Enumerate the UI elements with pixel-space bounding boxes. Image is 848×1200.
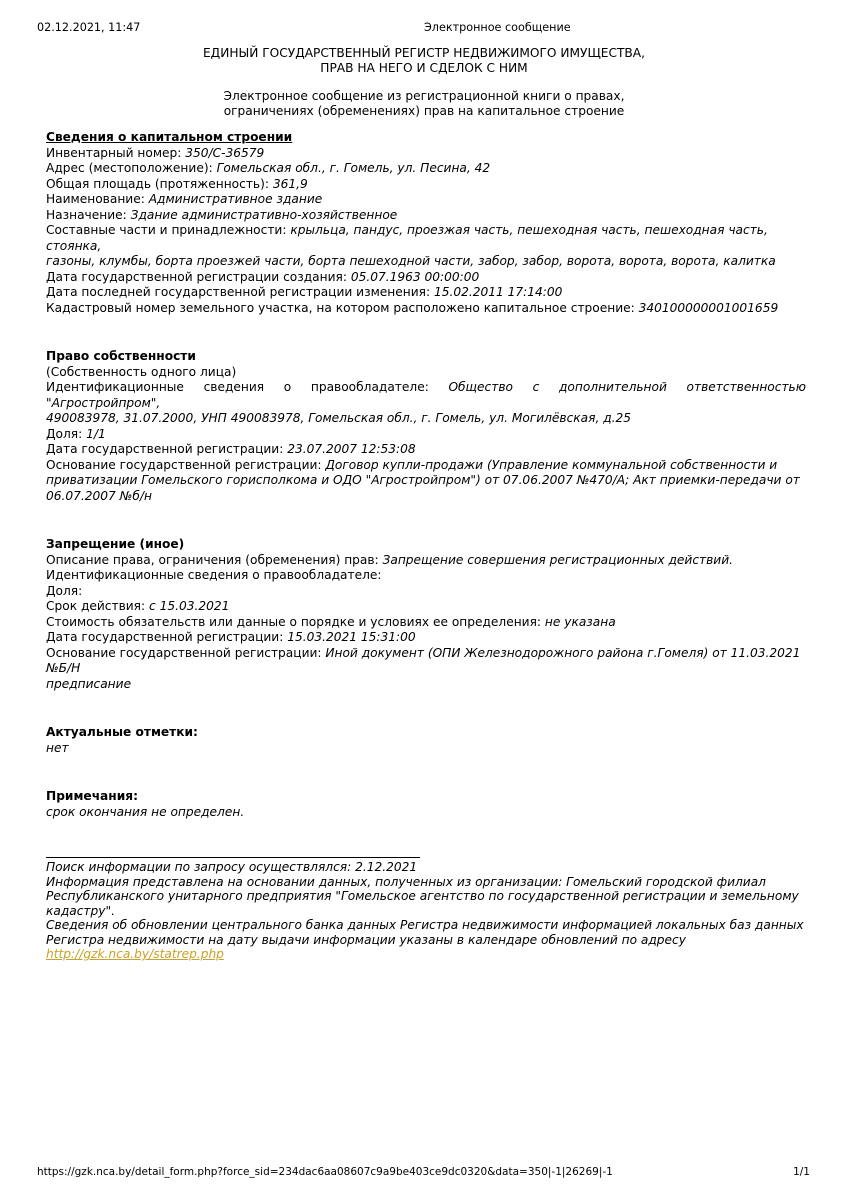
section-spacer	[46, 316, 806, 349]
restriction-basis-label: Основание государственной регистрации:	[46, 645, 326, 660]
footnote-divider	[46, 857, 420, 858]
actual-marks-section	[46, 725, 806, 756]
registry-title	[0, 46, 848, 76]
section-spacer	[46, 692, 806, 725]
actual-marks-value: нет	[46, 740, 69, 755]
page-header-title: Электронное сообщение	[424, 21, 571, 34]
restriction-term-row	[46, 599, 806, 615]
document-content	[46, 130, 806, 962]
ownership-share-row	[46, 427, 806, 443]
restriction-basis-value-2: предписание	[46, 676, 132, 691]
restriction-reg-date-label: Дата государственной регистрации:	[46, 630, 288, 644]
statrep-link[interactable]: http://gzk.nca.by/statrep.php	[46, 947, 224, 961]
restriction-reg-date-value: 15.03.2021 15:31:00	[287, 630, 416, 644]
section-spacer	[46, 756, 806, 789]
ownership-heading: Право собственности	[46, 349, 196, 363]
restriction-holder-label: Идентификационные сведения о правообладателе:	[46, 568, 382, 582]
parts-value-1: крыльца, пандус, проезжая часть, пешеходная часть, пешеходная часть, стоянка,	[46, 223, 768, 253]
section-spacer	[46, 504, 806, 537]
restriction-desc-label: Описание права, ограничения (обременения) прав:	[46, 552, 383, 567]
restriction-share-label: Доля:	[46, 583, 83, 598]
restriction-basis-value-1: Иной документ (ОПИ Железнодорожного района г.Гомеля) от 11.03.2021 №Б/Н	[46, 645, 801, 675]
actual-marks-heading: Актуальные отметки:	[46, 725, 198, 739]
ownership-reg-date-row	[46, 442, 806, 458]
inventory-value: 350/C-36579	[185, 145, 265, 160]
footnote-source-2: Республиканского унитарного предприятия "Гомельское агентство по государственной регистрации и земельному	[46, 889, 799, 903]
building-heading: Сведения о капитальном строении	[46, 130, 293, 144]
purpose-row	[46, 208, 806, 224]
ownership-basis-value-2: приватизации Гомельского горисполкома и ОДО "Агростройпром") от 07.06.2007 №470/А; Акт приемки-передачи от	[46, 473, 800, 487]
ownership-share-value: 1/1	[86, 426, 106, 441]
inventory-row	[46, 146, 806, 162]
cadastral-row	[46, 301, 806, 317]
ownership-basis-label: Основание государственной регистрации:	[46, 457, 326, 472]
footnote-source-1: Информация представлена на основании данных, полученных из организации: Гомельский городской филиал	[46, 874, 766, 889]
changed-value: 15.02.2011 17:14:00	[433, 285, 563, 299]
message-subtitle-line1: Электронное сообщение из регистрационной книги о правах,	[223, 89, 625, 103]
created-label: Дата государственной регистрации создания:	[46, 269, 351, 284]
ownership-basis-value-3: 06.07.2007 №б/н	[46, 488, 152, 503]
area-row	[46, 177, 806, 193]
restriction-reg-date-row	[46, 630, 806, 646]
notes-section	[46, 789, 806, 820]
ownership-holder-value-2: 490083978, 31.07.2000, УНП 490083978, Гомельская обл., г. Гомель, ул. Могилёвская, д.25	[46, 411, 632, 425]
restriction-cost-value: не указана	[544, 614, 616, 629]
registry-title-line2: ПРАВ НА НЕГО И СДЕЛОК С НИМ	[320, 61, 528, 75]
restriction-desc-row	[46, 553, 806, 569]
message-subtitle-line2: ограничениях (обременениях) прав на капитальное строение	[223, 104, 625, 118]
ownership-reg-date-value: 23.07.2007 12:53:08	[287, 442, 416, 456]
page-footer-url: https://gzk.nca.by/detail_form.php?force_sid=234dac6aa08607c9a9be403ce9dc0320&data=350|-1|26269|-1	[37, 1166, 613, 1178]
building-section	[46, 130, 806, 316]
parts-value-2: газоны, клумбы, борта проезжей части, борта пешеходной части, забор, забор, ворота, ворота, ворота, калитка	[46, 254, 776, 268]
ownership-section	[46, 349, 806, 504]
section-spacer	[46, 820, 806, 857]
name-label: Наименование:	[46, 192, 149, 206]
ownership-holder-label: Идентификационные сведения о правообладателе:	[46, 380, 449, 394]
ownership-share-label: Доля:	[46, 426, 87, 441]
inventory-label: Инвентарный номер:	[46, 145, 186, 160]
ownership-reg-date-label: Дата государственной регистрации:	[46, 442, 288, 456]
area-label: Общая площадь (протяженность):	[46, 176, 273, 191]
footnote-search: Поиск информации по запросу осуществлялся: 2.12.2021	[46, 860, 418, 874]
page-footer-page-number: 1/1	[793, 1166, 810, 1178]
purpose-label: Назначение:	[46, 207, 131, 222]
ownership-basis-value-1: Договор купли-продажи (Управление коммунальной собственности и	[325, 457, 778, 472]
address-row	[46, 161, 806, 177]
address-label: Адрес (местоположение):	[46, 161, 217, 175]
registry-title-line1: ЕДИНЫЙ ГОСУДАРСТВЕННЫЙ РЕГИСТР НЕДВИЖИМОГО ИМУЩЕСТВА,	[202, 46, 646, 60]
name-row	[46, 192, 806, 208]
area-value: 361,9	[272, 176, 308, 191]
created-row	[46, 270, 806, 286]
ownership-basis-row	[46, 458, 806, 474]
changed-label: Дата последней государственной регистрации изменения:	[46, 285, 434, 299]
parts-label: Составные части и принадлежности:	[46, 223, 291, 237]
footnote-update-2: Регистра недвижимости на дату выдачи информации указаны в календаре обновлений по адресу	[46, 932, 686, 947]
ownership-holder-value-1: Общество с дополнительной ответственностью "Агростройпром",	[46, 380, 806, 410]
cadastral-value: 340100000001001659	[638, 300, 779, 315]
restriction-term-value: с 15.03.2021	[149, 599, 230, 613]
ownership-holder-row	[46, 380, 806, 411]
restriction-cost-row	[46, 615, 806, 631]
name-value: Административное здание	[148, 192, 323, 206]
message-subtitle	[0, 89, 848, 119]
footnote-update-1: Сведения об обновлении центрального банка данных Регистра недвижимости информацией локальных баз данных	[46, 918, 804, 932]
restriction-basis-row	[46, 646, 806, 677]
ownership-type: (Собственность одного лица)	[46, 364, 237, 379]
purpose-value: Здание административно-хозяйственное	[130, 207, 398, 222]
footnote-source-3: кадастру".	[46, 903, 115, 918]
restriction-term-label: Срок действия:	[46, 599, 149, 613]
address-value: Гомельская обл., г. Гомель, ул. Песина, 42	[216, 161, 491, 175]
footnote-section	[46, 857, 806, 962]
restriction-cost-label: Стоимость обязательств или данные о порядке и условиях ее определения:	[46, 614, 545, 629]
notes-heading: Примечания:	[46, 789, 138, 803]
restriction-desc-value: Запрещение совершения регистрационных действий.	[382, 552, 734, 567]
page-header-datetime: 02.12.2021, 11:47	[37, 21, 141, 34]
notes-value: срок окончания не определен.	[46, 804, 245, 819]
restriction-heading: Запрещение (иное)	[46, 537, 185, 551]
restriction-section	[46, 537, 806, 692]
parts-row	[46, 223, 806, 254]
changed-row	[46, 285, 806, 301]
created-value: 05.07.1963 00:00:00	[350, 269, 480, 284]
cadastral-label: Кадастровый номер земельного участка, на котором расположено капитальное строение:	[46, 300, 639, 315]
